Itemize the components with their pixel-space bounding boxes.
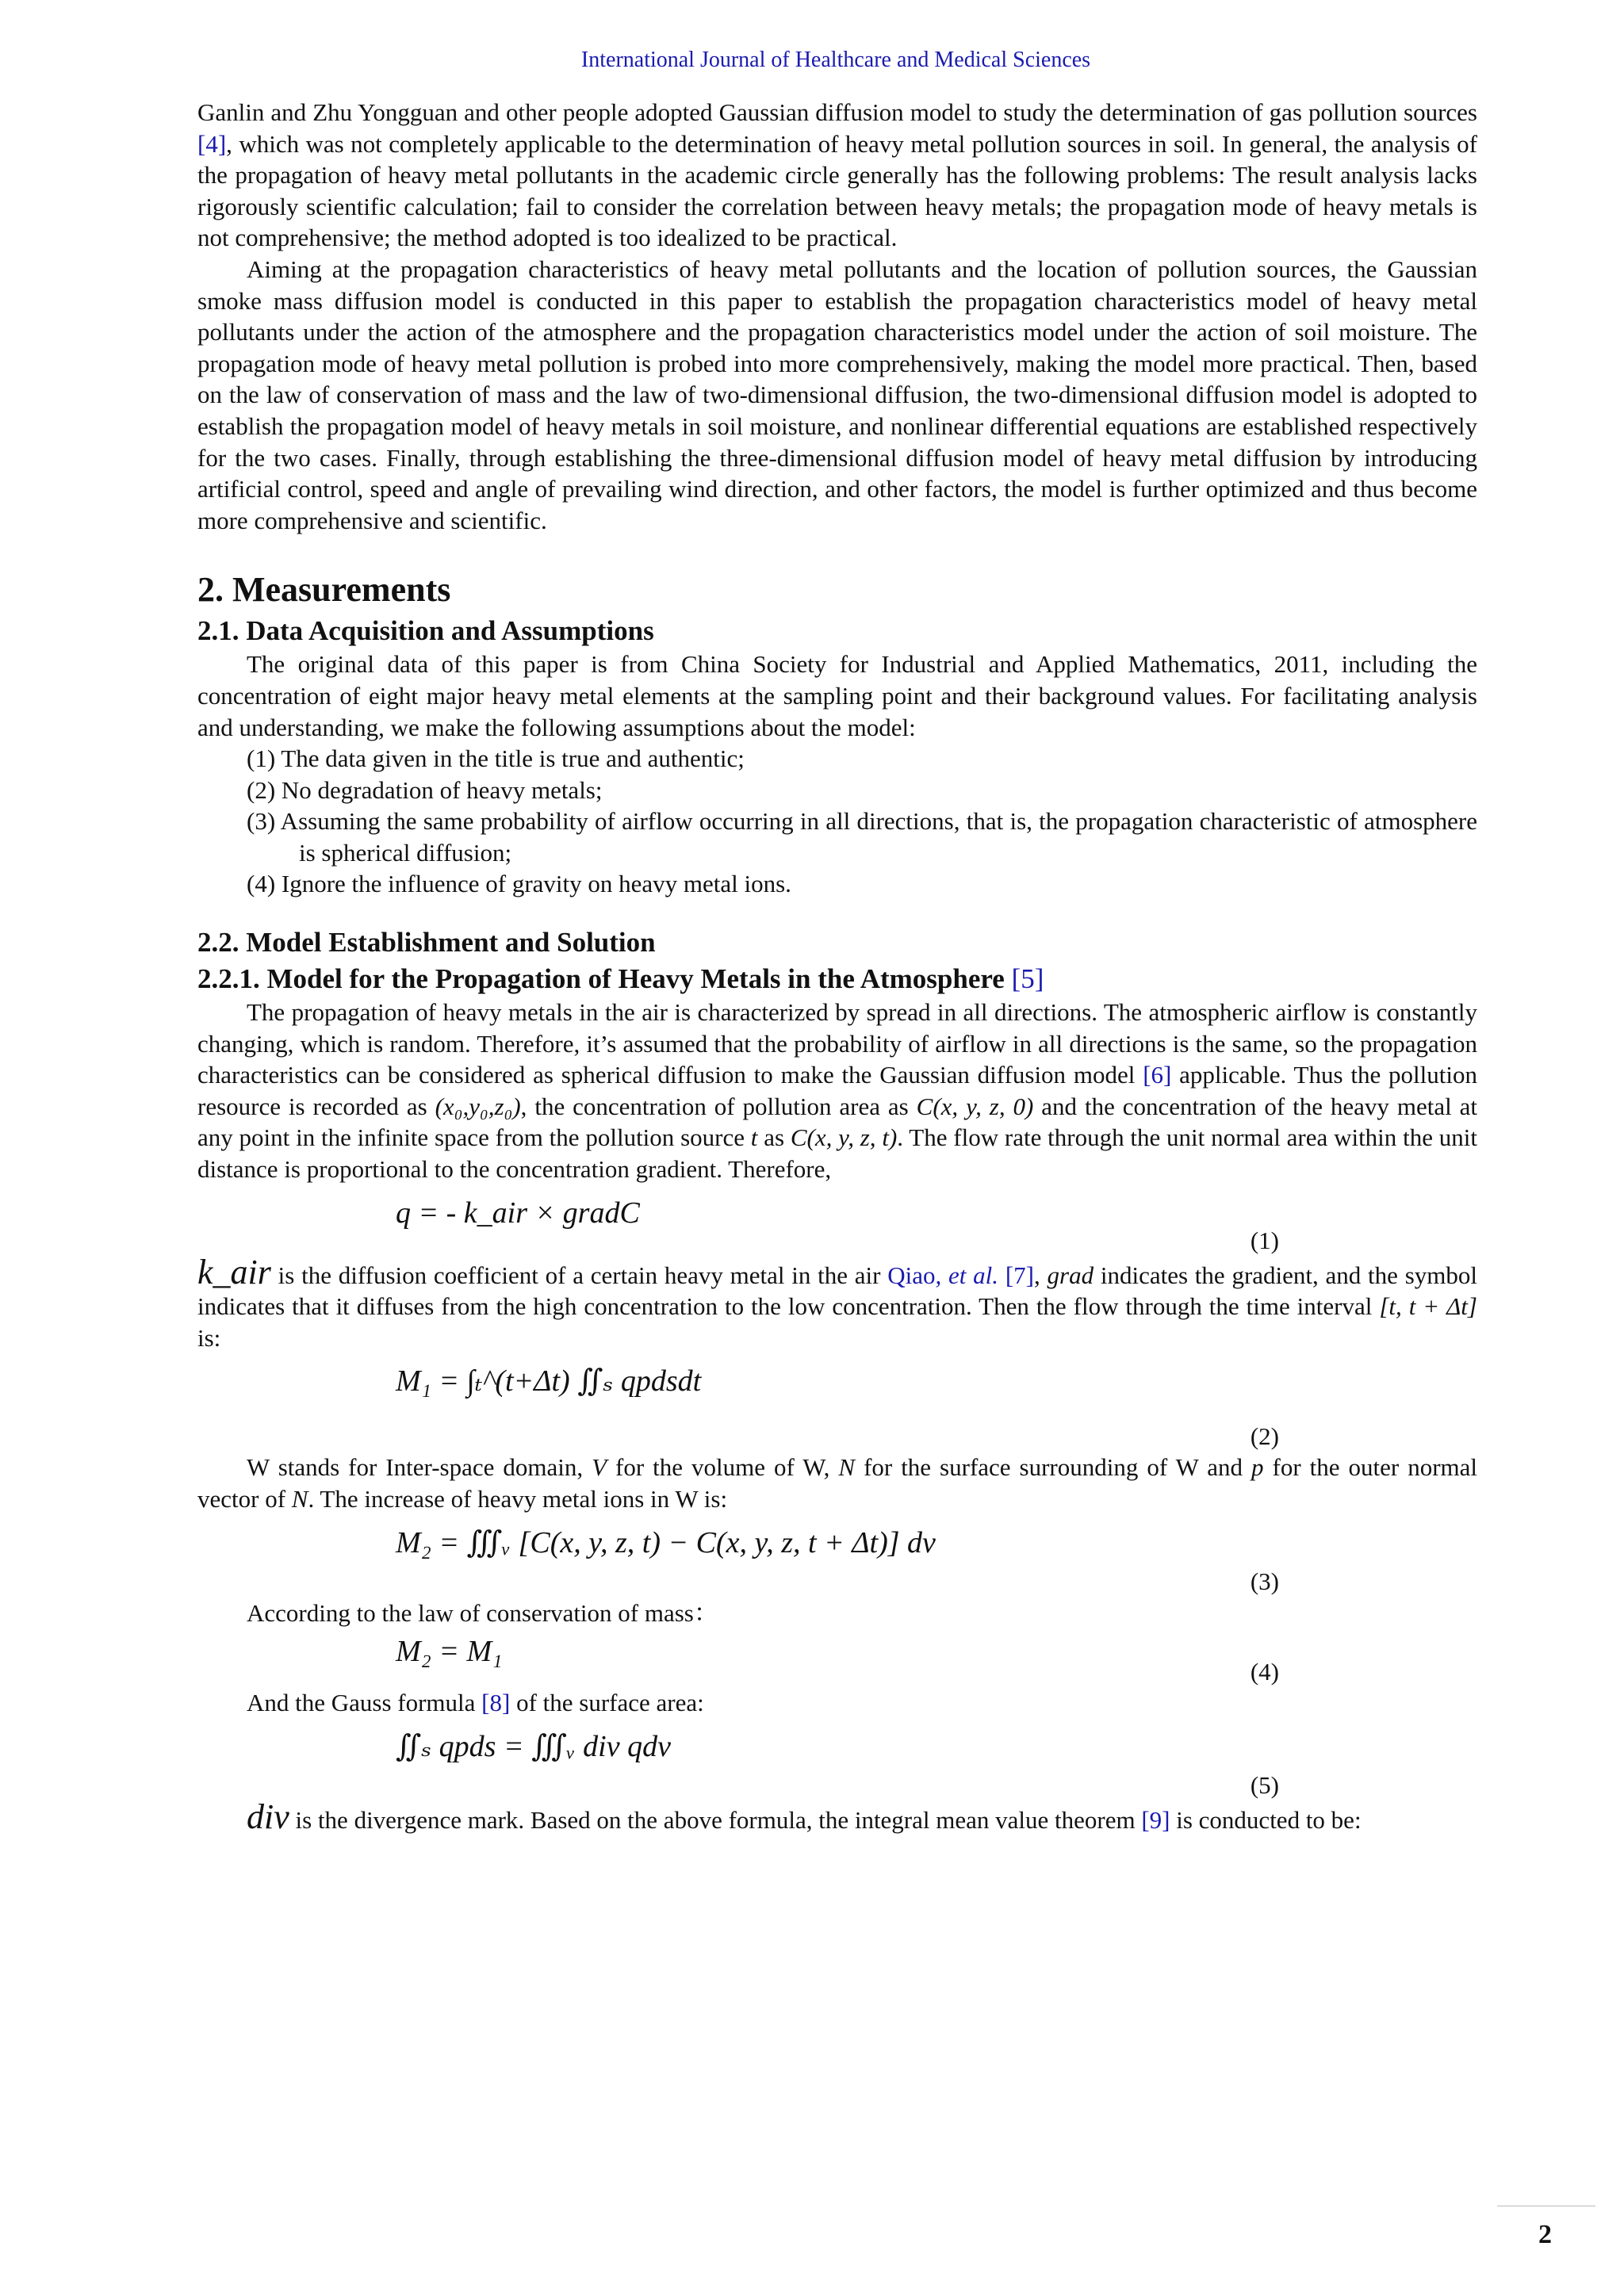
equation-expression: q = - k_air × gradC <box>396 1196 640 1230</box>
model-paragraph: The propagation of heavy metals in the air is characterized by spread in all directions. The atmospheric airflow is constantly changing, which is random. Therefore, it’s assumed that the probability of airflow in all directions is the same, so the propagation characteristics can be considered as spherical diffusion to make the Gaussian diffusion model [6] applicable. Thus the pollution resource is recorded as (x₀,y₀,z₀), the concentration of pollution area as C(x, y, z, 0) and the concentration of the heavy metal at any point in the infinite space from the pollution source t as C(x, y, z, t). The flow rate through the unit normal area within the unit distance is proportional to the concentration gradient. Therefore, <box>197 998 1478 1184</box>
equation-number: (1) <box>1250 1226 1279 1255</box>
equation-number: (4) <box>1250 1657 1279 1686</box>
diffusion-paragraph: k_air is the diffusion coefficient of a certain heavy metal in the air Qiao, et al. [7], grad indicates the gradient, and the symbol indicates that it diffuses from the high concentration to the low concentration. Then the flow through the time interval [t, t + Δt] is: <box>197 1252 1477 1352</box>
journal-header: International Journal of Healthcare and Medical Sciences <box>580 48 1091 72</box>
equation-number: (2) <box>1250 1422 1279 1450</box>
citation-link[interactable]: [6] <box>1143 1061 1172 1089</box>
math-time: t <box>750 1123 758 1152</box>
subsubsection-title: 2.2.1. Model for the Propagation of Heavy Metals in the Atmosphere [5] <box>197 963 1044 995</box>
equation-3 <box>197 1518 1477 1598</box>
intro-paragraph-2: Aiming at the propagation characteristics of heavy metal pollutants and the location of pollution sources, the Gaussian smoke mass diffusion model is conducted in this paper to establish the propagation characteristics model of heavy metal pollutants under the action of the atmosphere and the propagation characteristics model under the action of soil moisture. The propagation mode of heavy metal pollution is probed into more comprehensively, making the model more practical. Then, based on the law of conservation of mass and the law of two-dimensional diffusion, the two-dimensional diffusion model is adopted to establish the propagation model of heavy metals in soil moisture, and nonlinear differential equations are established respectively for the two cases. Finally, through establishing the three-dimensional diffusion model of heavy metal diffusion by introducing artificial control, speed and angle of prevailing wind direction, and other factors, the model is further optimized and thus become more comprehensive and scientific. <box>197 254 1477 534</box>
citation-link[interactable]: [5] <box>1011 963 1044 995</box>
assumption-item: (3) Assuming the same probability of airflow occurring in all directions, that is, the propagation characteristic of atmosphere is spherical diffusion; <box>247 807 1477 867</box>
math-source-point: (x₀,y₀,z₀) <box>435 1092 521 1120</box>
assumption-item: (4) Ignore the influence of gravity on heavy metal ions. <box>247 870 791 898</box>
domain-paragraph: W stands for Inter-space domain, V for the volume of W, N for the surface surrounding of W and p for the outer normal vector of N. The increase of heavy metal ions in W is: <box>197 1453 1477 1513</box>
conservation-paragraph: According to the law of conservation of mass： <box>247 1598 718 1627</box>
assumption-item: (2) No degradation of heavy metals; <box>247 775 603 804</box>
equation-expression: M₂ = M₁ <box>396 1635 503 1669</box>
gauss-paragraph: And the Gauss formula [8] of the surface area: <box>247 1689 704 1717</box>
math-div: div <box>247 1797 289 1836</box>
equation-expression: ∬ₛ qpds = ∭ᵥ div qdv <box>396 1729 671 1763</box>
assumption-item: (1) The data given in the title is true and authentic; <box>247 744 745 773</box>
article-body <box>197 97 1477 1835</box>
math-concentration-initial: C(x, y, z, 0) <box>916 1092 1034 1120</box>
math-grad: grad <box>1047 1261 1094 1289</box>
citation-link[interactable]: Qiao, et al. [7] <box>887 1261 1034 1289</box>
citation-link[interactable]: [4] <box>197 129 227 158</box>
equation-number: (3) <box>1250 1567 1279 1595</box>
page-number: 2 <box>1538 2220 1552 2249</box>
equation-2 <box>197 1357 1477 1452</box>
equation-expression: M₂ = ∭ᵥ [C(x, y, z, t) − C(x, y, z, t + Δt)] dv <box>396 1525 936 1559</box>
equation-5 <box>197 1722 1477 1801</box>
equation-expression: M₁ = ∫ₜ^(t+Δt) ∬ₛ qpdsdt <box>396 1364 702 1399</box>
divergence-paragraph: div is the divergence mark. Based on the above formula, the integral mean value theorem [9] is conducted to be: <box>247 1797 1362 1836</box>
math-concentration: C(x, y, z, t) <box>790 1123 898 1152</box>
citation-link[interactable]: [9] <box>1141 1805 1170 1834</box>
section-title: 2. Measurements <box>197 570 451 610</box>
math-kair: k_air <box>197 1252 271 1292</box>
intro-paragraph-1: Ganlin and Zhu Yongguan and other people adopted Gaussian diffusion model to study the determination of gas pollution sources [4], which was not completely applicable to the determination of heavy metal pollution sources in soil. In general, the analysis of the propagation of heavy metal pollutants in the academic circle generally has the following problems: The result analysis lacks rigorously scientific calculation; fail to consider the correlation between heavy metals; the propagation mode of heavy metals is not comprehensive; the method adopted is too idealized to be practical. <box>197 98 1477 252</box>
subsection-title: 2.1. Data Acquisition and Assumptions <box>197 615 654 647</box>
equation-4 <box>197 1632 1477 1687</box>
data-paragraph: The original data of this paper is from China Society for Industrial and Applied Mathematics, 2011, including the concentration of eight major heavy metal elements at the sampling point and their background values. For facilitating analysis and understanding, we make the following assumptions about the model: <box>197 650 1477 741</box>
subsection-title: 2.2. Model Establishment and Solution <box>197 927 656 959</box>
citation-link[interactable]: [8] <box>481 1689 511 1717</box>
equation-1 <box>197 1188 1477 1257</box>
equation-number: (5) <box>1250 1771 1279 1800</box>
math-time-interval: [t, t + Δt] <box>1379 1292 1477 1321</box>
